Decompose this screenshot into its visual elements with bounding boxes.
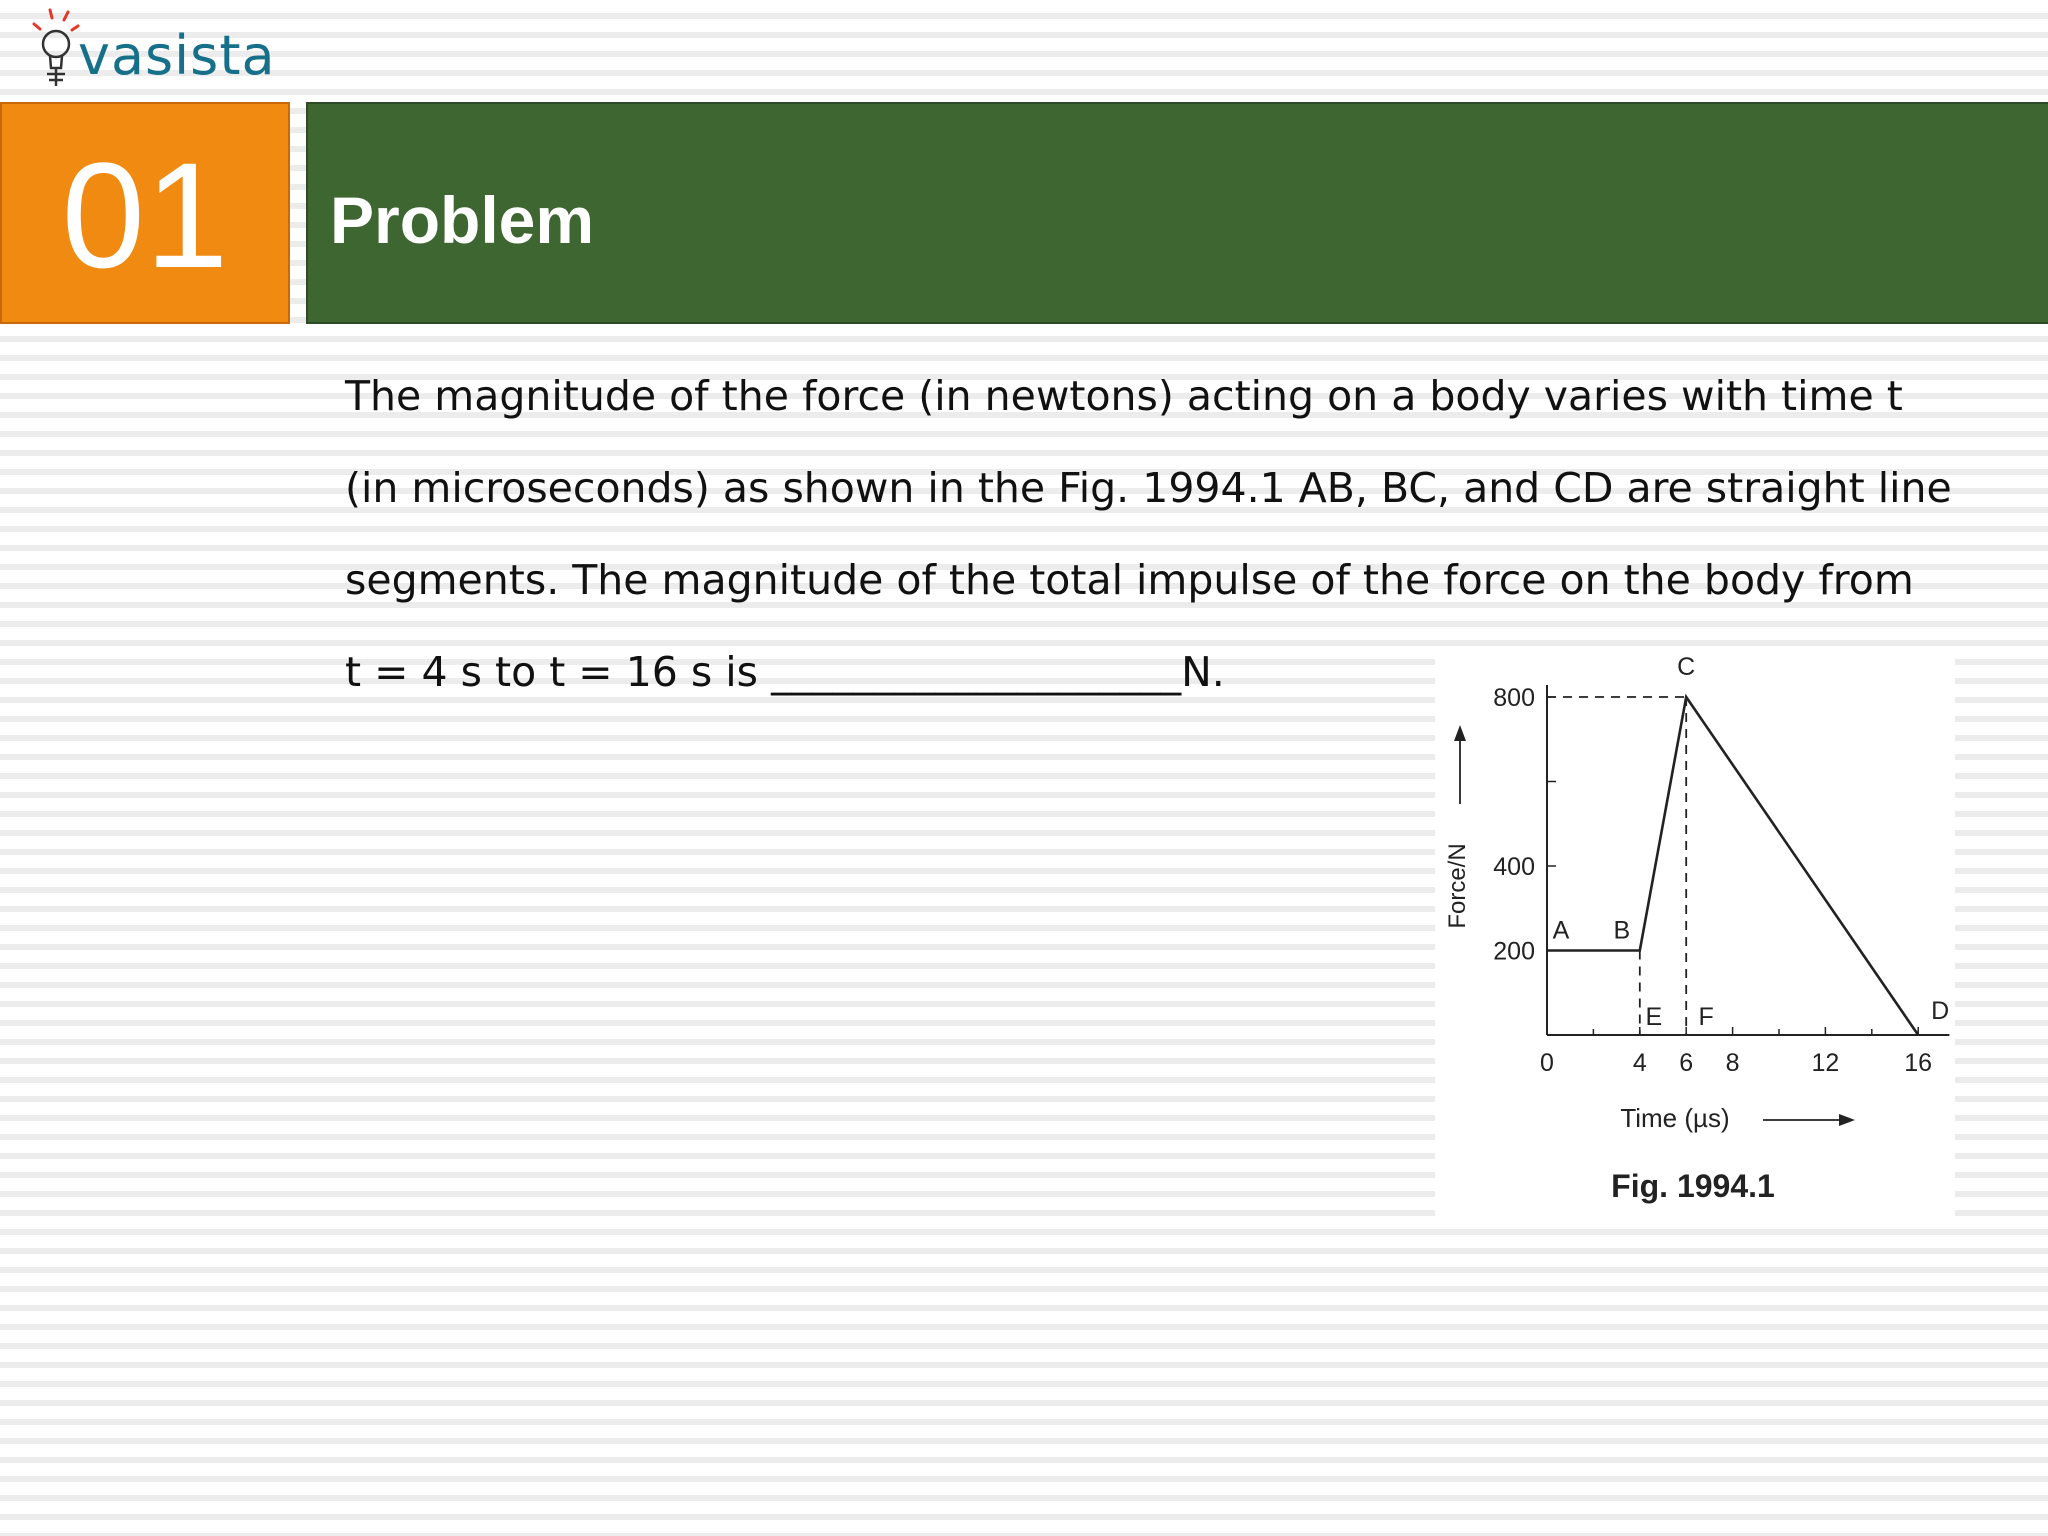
y-tick-label: 800 bbox=[1493, 684, 1535, 712]
force-time-graph bbox=[1435, 655, 1955, 1225]
slide-title: Problem bbox=[330, 183, 595, 257]
title-bar bbox=[306, 102, 2048, 324]
force-series bbox=[1547, 697, 1918, 1035]
y-axis-arrowhead bbox=[1454, 725, 1466, 741]
problem-line: segments. The magnitude of the total impulse of the force on the body from bbox=[345, 556, 1914, 604]
problem-line: (in microseconds) as shown in the Fig. 1994.1 AB, BC, and CD are straight line bbox=[345, 464, 1952, 512]
point-label-a: A bbox=[1552, 916, 1570, 945]
vasista-logo bbox=[20, 2, 290, 100]
x-tick-label: 12 bbox=[1811, 1049, 1840, 1077]
y-tick-label: 400 bbox=[1493, 853, 1535, 881]
y-axis-label: Force/N bbox=[1444, 843, 1471, 929]
slide-number: 01 bbox=[61, 131, 229, 299]
force-line bbox=[1547, 697, 1918, 1035]
x-axis-arrowhead bbox=[1839, 1114, 1855, 1126]
point-label-e: E bbox=[1645, 1003, 1663, 1031]
force-time-figure bbox=[1435, 655, 1955, 1225]
point-label-d: D bbox=[1931, 997, 1950, 1025]
slide-number-box bbox=[0, 102, 290, 324]
point-label-b: B bbox=[1613, 916, 1631, 945]
axes bbox=[1547, 685, 1949, 1035]
x-tick-label: 8 bbox=[1725, 1049, 1740, 1077]
x-tick-label: 6 bbox=[1679, 1049, 1694, 1077]
point-label-f: F bbox=[1698, 1003, 1714, 1031]
x-tick-label: 16 bbox=[1904, 1049, 1933, 1077]
x-tick-label: 4 bbox=[1632, 1049, 1647, 1077]
guide-lines bbox=[1547, 697, 1686, 1035]
x-axis-label: Time (µs) bbox=[1620, 1103, 1730, 1133]
point-label-c: C bbox=[1677, 655, 1696, 681]
problem-line: The magnitude of the force (in newtons) acting on a body varies with time t bbox=[345, 372, 1903, 420]
problem-line: t = 4 s to t = 16 s is ____________________N. bbox=[345, 648, 1225, 696]
x-tick-label: 0 bbox=[1540, 1049, 1554, 1077]
logo-text: vasista bbox=[78, 24, 276, 87]
labels bbox=[1444, 655, 1949, 1204]
y-tick-label: 200 bbox=[1493, 937, 1535, 966]
figure-caption: Fig. 1994.1 bbox=[1611, 1168, 1775, 1204]
